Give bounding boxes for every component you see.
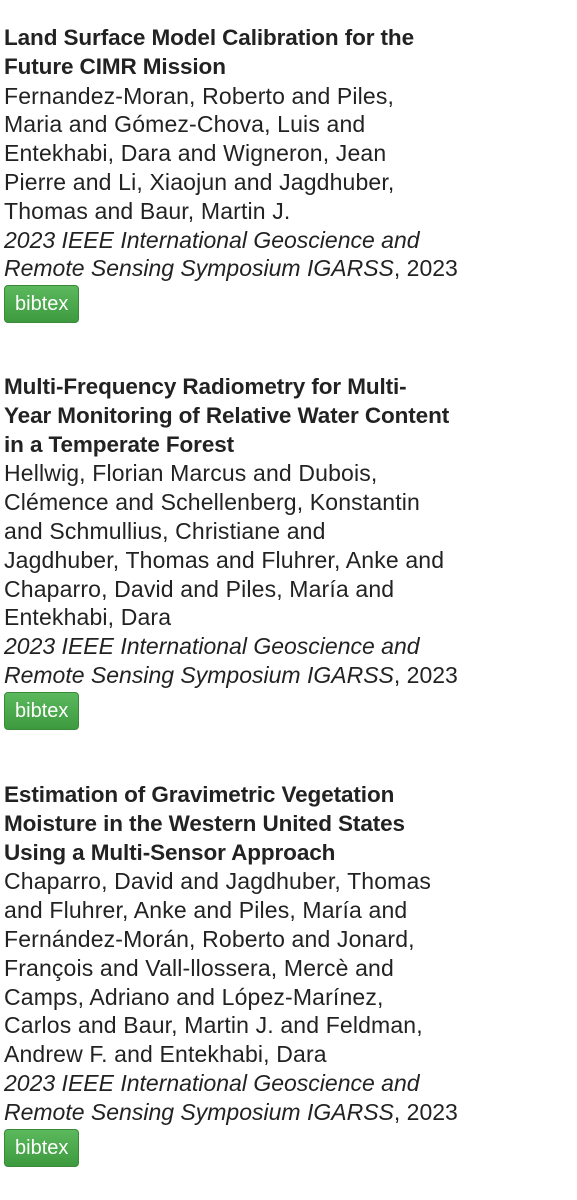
publication-entry — [4, 781, 572, 1167]
bibtex-button[interactable]: bibtex — [4, 285, 79, 323]
publication-entry — [4, 24, 572, 323]
publication-authors: Hellwig, Florian Marcus and Dubois, Clémence and Schellenberg, Konstantin and Schmullius, Christiane and Jagdhuber, Thomas and Fluhrer, Anke and Chaparro, David and Piles, María and Entekhabi, Dara — [4, 460, 445, 631]
publication-authors: Chaparro, David and Jagdhuber, Thomas and Fluhrer, Anke and Piles, María and Fernández-Morán, Roberto and Jonard, François and Vall-llossera, Mercè and Camps, Adriano and López-Marínez, Carlos and Baur, Martin J. and Feldman, Andrew F. and Entekhabi, Dara — [4, 868, 432, 1068]
publication-title: Land Surface Model Calibration for the Future CIMR Mission — [4, 25, 414, 79]
venue-name: 2023 IEEE International Geoscience and Remote Sensing Symposium IGARSS — [4, 226, 420, 282]
bibtex-button[interactable]: bibtex — [4, 692, 79, 730]
venue-name: 2023 IEEE International Geoscience and Remote Sensing Symposium IGARSS — [4, 633, 420, 688]
publication-title: Estimation of Gravimetric Vegetation Moisture in the Western United States Using a Multi-Sensor Approach — [4, 782, 405, 865]
publication-venue — [4, 632, 572, 690]
publication-venue — [4, 226, 572, 284]
publication-year: , 2023 — [393, 255, 458, 282]
bibtex-button[interactable]: bibtex — [4, 1129, 79, 1167]
publication-venue — [4, 1069, 572, 1127]
publication-title: Multi-Frequency Radiometry for Multi- Year Monitoring of Relative Water Content in a Temperate Forest — [4, 374, 450, 457]
publication-authors: Fernandez-Moran, Roberto and Piles, Maria and Gómez-Chova, Luis and Entekhabi, Dara and Wigneron, Jean Pierre and Li, Xiaojun and Jagdhuber, Thomas and Baur, Martin J. — [4, 82, 395, 224]
publication-entry — [4, 373, 572, 730]
publication-year: , 2023 — [393, 1098, 458, 1125]
publication-year: , 2023 — [393, 661, 458, 688]
venue-name: 2023 IEEE International Geoscience and Remote Sensing Symposium IGARSS — [4, 1069, 420, 1125]
